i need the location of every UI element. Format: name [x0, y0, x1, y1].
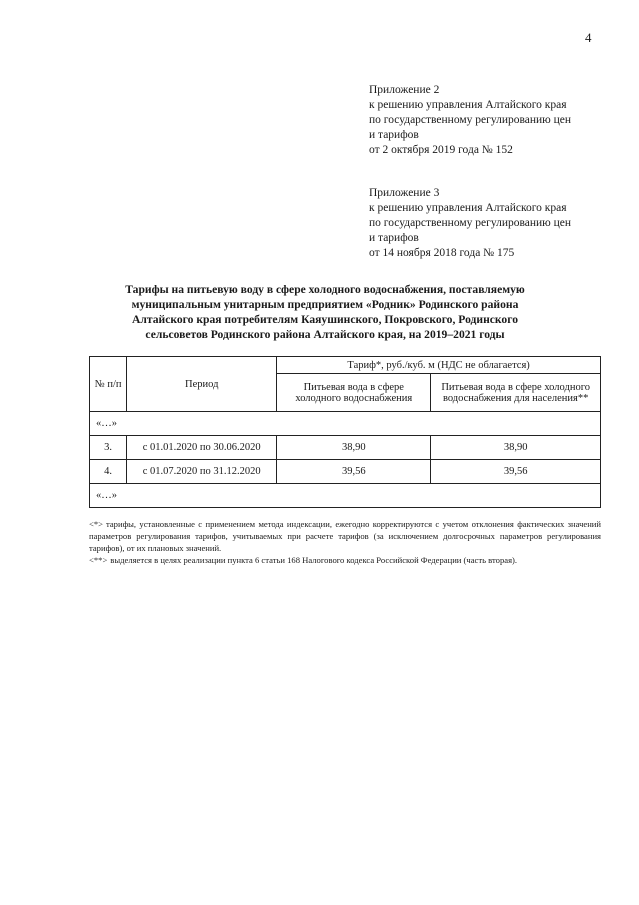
- appendix-3-line: и тарифов: [369, 232, 419, 244]
- cell-period: с 01.01.2020 по 30.06.2020: [127, 436, 277, 460]
- cell-num: 3.: [90, 436, 127, 460]
- footnotes: [89, 518, 601, 566]
- appendix-2-line: от 2 октября 2019 года № 152: [369, 144, 513, 156]
- header-tariff-group: Тариф*, руб./куб. м (НДС не облагается): [277, 357, 601, 374]
- title-line: Тарифы на питьевую воду в сфере холодного водоснабжения, поставляемую: [125, 283, 525, 296]
- cell-col-a: 39,56: [277, 460, 431, 484]
- title-line: Алтайского края потребителям Каяушинского, Покровского, Родинского: [132, 313, 518, 326]
- appendix-3-line: Приложение 3: [369, 187, 440, 199]
- footnote-label: <*>: [89, 519, 103, 529]
- ellipsis-cell: «…»: [90, 484, 601, 508]
- header-period: Период: [127, 357, 277, 412]
- table-ellipsis-row: [90, 412, 601, 436]
- cell-col-b: 39,56: [431, 460, 601, 484]
- appendix-2-line: Приложение 2: [369, 84, 440, 96]
- table-header-row: [90, 357, 601, 374]
- appendix-3-line: по государственному регулированию цен: [369, 217, 572, 229]
- appendix-2-line: по государственному регулированию цен: [369, 114, 572, 126]
- page-number: 4: [585, 30, 592, 45]
- footnote: [89, 518, 601, 554]
- appendix-3-line: от 14 ноября 2018 года № 175: [369, 247, 515, 259]
- document-title: [80, 282, 570, 342]
- table-row: [90, 460, 601, 484]
- footnote-label: <**>: [89, 555, 108, 565]
- footnote-text: тарифы, установленные с применением метода индексации, ежегодно корректируются с учетом отклонения фактических значений параметров регулирования тарифов, учитываемых при расчете тарифов (за исключением долгосрочных параметров регулирования тарифов), от их плановых значений.: [89, 519, 601, 553]
- cell-num: 4.: [90, 460, 127, 484]
- header-col-a: Питьевая вода в сфере холодного водоснабжения: [277, 374, 431, 412]
- appendix-2-line: к решению управления Алтайского края: [369, 99, 567, 111]
- ellipsis-cell: «…»: [90, 412, 601, 436]
- appendix-2-block: [369, 83, 619, 158]
- title-line: сельсоветов Родинского района Алтайского края, на 2019–2021 годы: [145, 328, 505, 341]
- appendix-3-block: [369, 186, 619, 261]
- cell-col-b: 38,90: [431, 436, 601, 460]
- header-num: № п/п: [90, 357, 127, 412]
- cell-period: с 01.07.2020 по 31.12.2020: [127, 460, 277, 484]
- cell-col-a: 38,90: [277, 436, 431, 460]
- table-row: [90, 436, 601, 460]
- title-line: муниципальным унитарным предприятием «Родник» Родинского района: [131, 298, 519, 311]
- footnote-text: выделяется в целях реализации пункта 6 статьи 168 Налогового кодекса Российской Федерации (часть вторая).: [110, 555, 518, 565]
- tariff-table: [89, 356, 601, 508]
- header-col-b: Питьевая вода в сфере холодного водоснабжения для населения**: [431, 374, 601, 412]
- table-ellipsis-row: [90, 484, 601, 508]
- appendix-3-line: к решению управления Алтайского края: [369, 202, 567, 214]
- footnote: [89, 554, 601, 566]
- appendix-2-line: и тарифов: [369, 129, 419, 141]
